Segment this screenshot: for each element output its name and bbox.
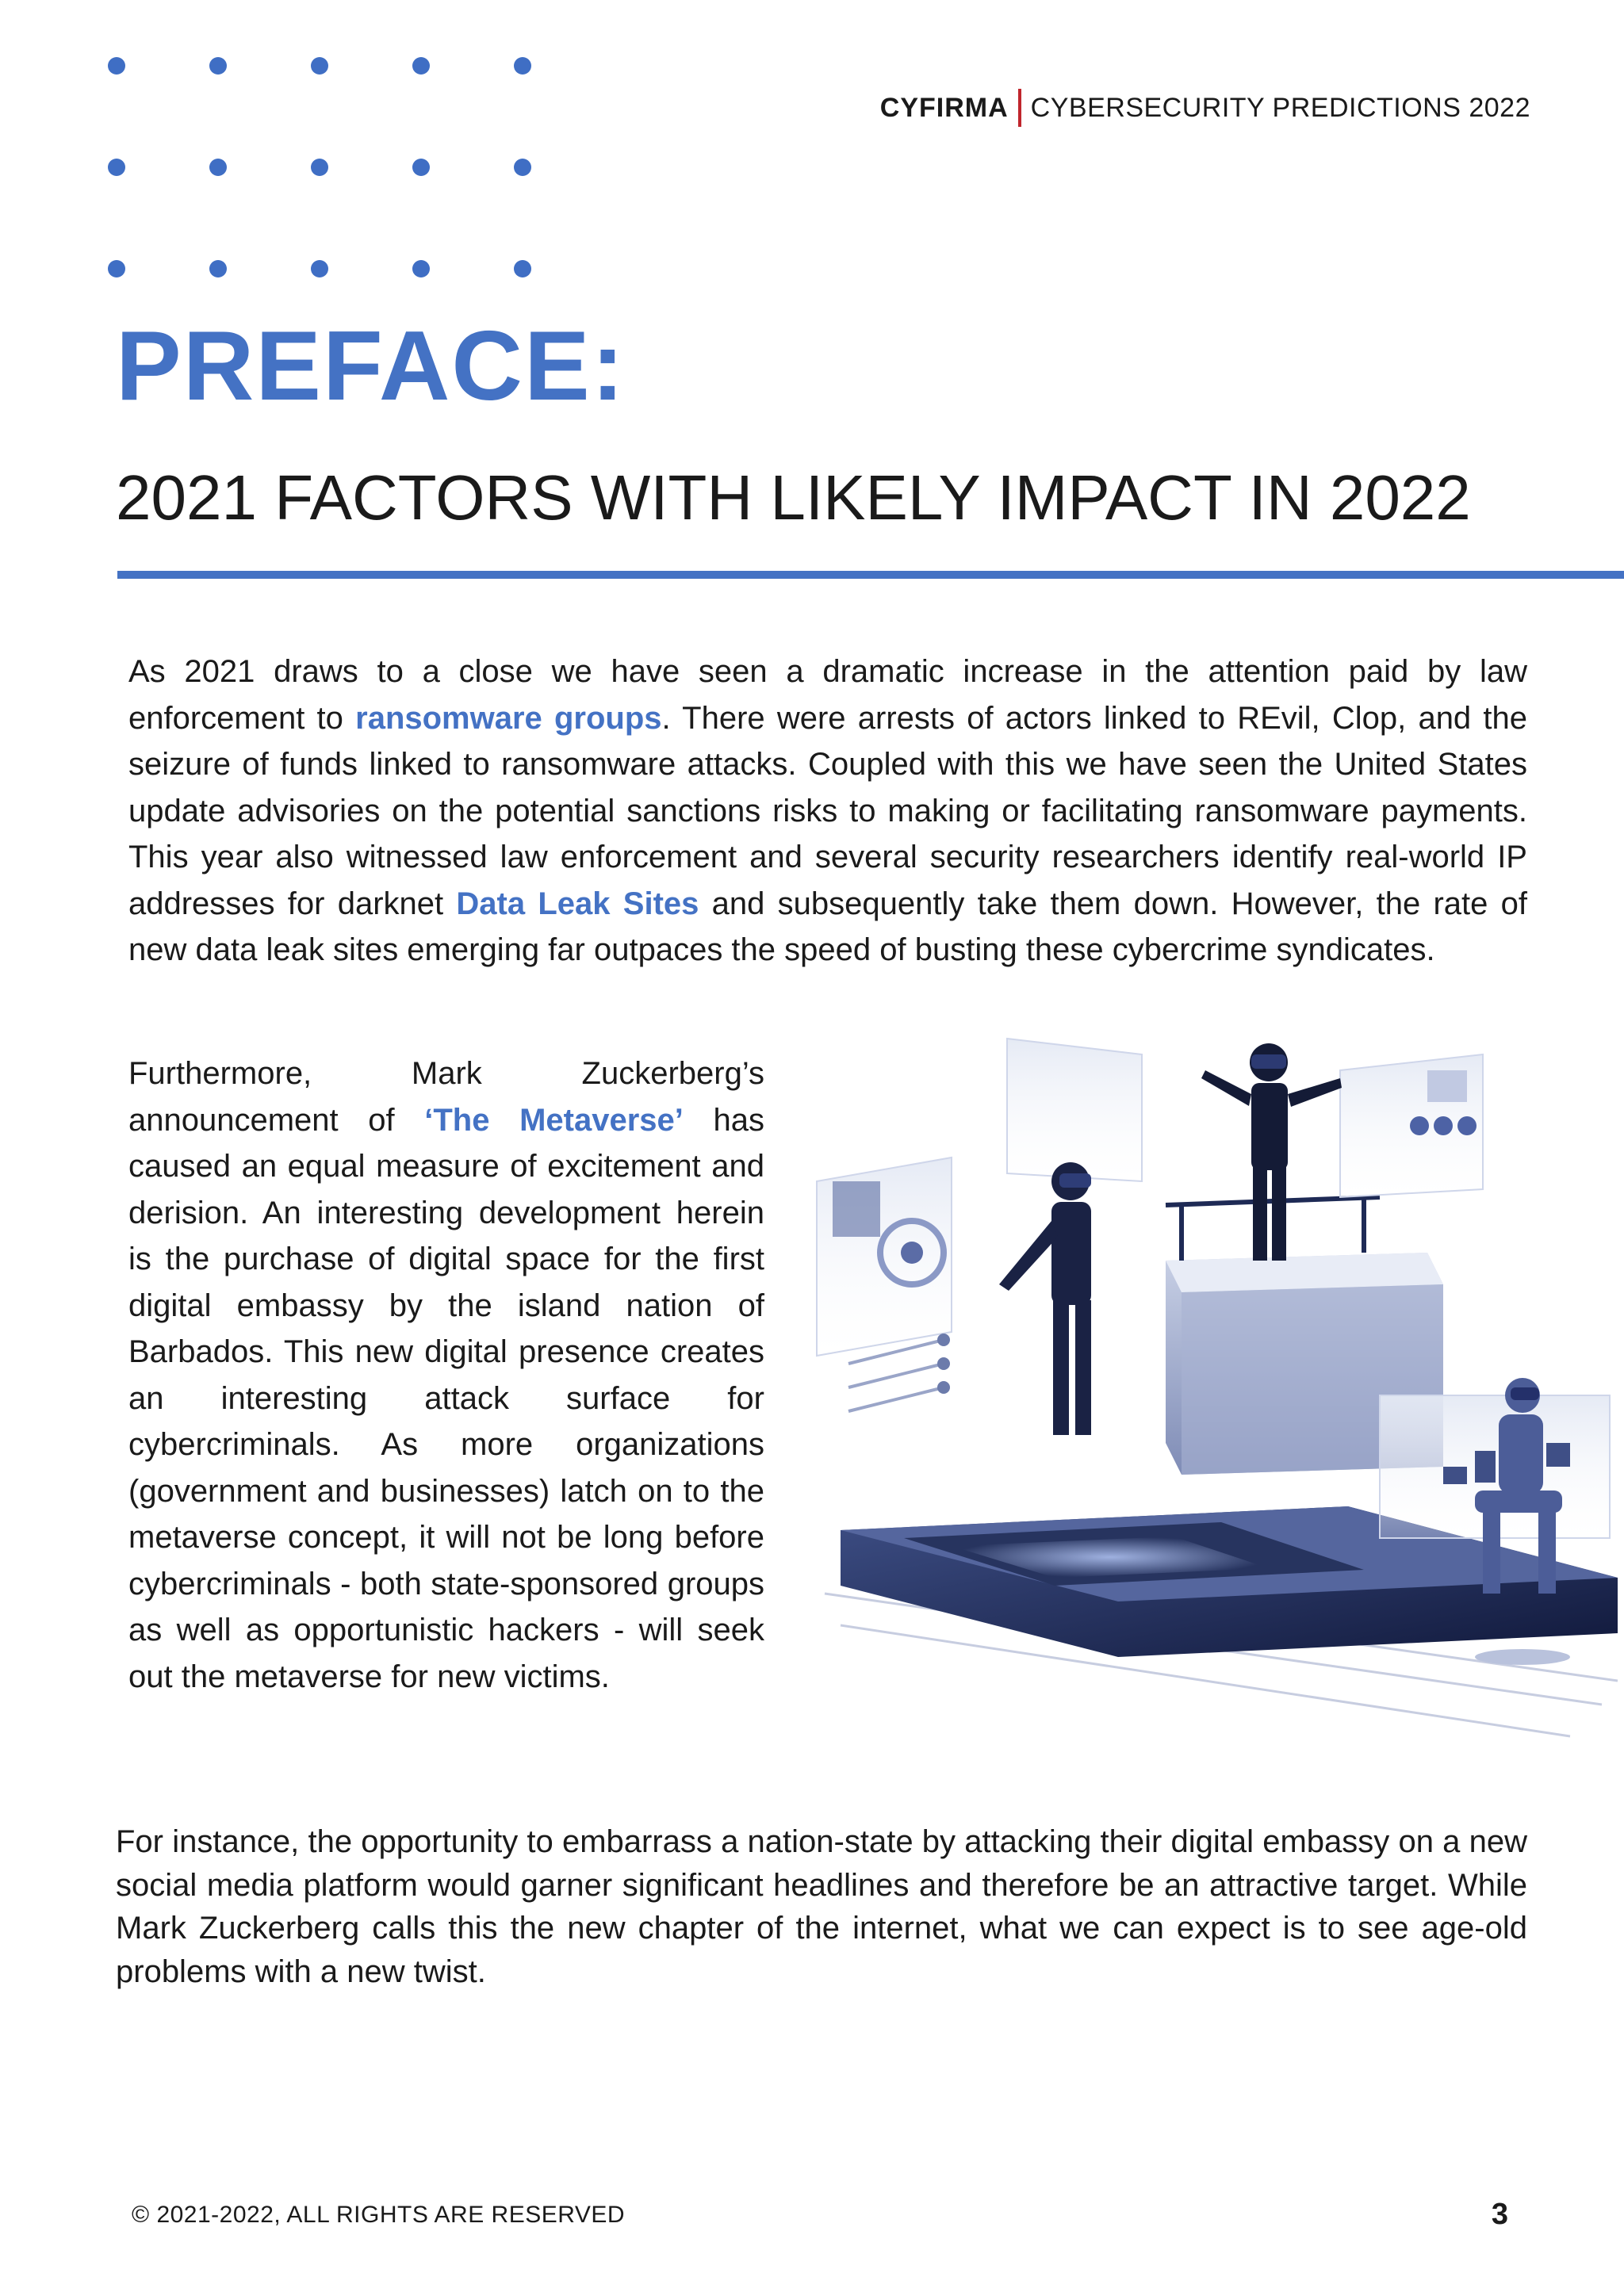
running-header xyxy=(880,89,1530,127)
text-run: has caused an equal measure of excitement and derision. An interesting development herein is the purchase of digital space for the first digital embassy by the island nation of Barbados. This new digital presence creates an interesting attack surface for cybercriminals. As more organizations (government and businesses) latch on to the metaverse concept, it will not be long before cybercriminals - both state-sponsored groups as well as opportunistic hackers - will seek out the metaverse for new victims. xyxy=(128,1102,764,1694)
title-divider xyxy=(117,571,1624,579)
text-run: As 2021 draws to a close we have seen a dramatic increase in the attention paid by law enforcement to xyxy=(128,654,1527,736)
ransomware-groups-link[interactable]: ransomware groups xyxy=(355,700,662,736)
page-number: 3 xyxy=(1491,2198,1508,2231)
data-leak-sites-link[interactable]: Data Leak Sites xyxy=(456,886,699,921)
paragraph-instance: For instance, the opportunity to embarrass a nation-state by attacking their digital embassy on a new social media platform would garner significant headlines and therefore be an attractive target. While Mark Zuckerberg calls this the new chapter of the internet, what we can expect is to see age-old problems with a new twist. xyxy=(116,1824,1527,1989)
paragraph-metaverse xyxy=(128,1050,764,1700)
text-run: and subsequently take them down. However, the rate of new data leak sites emerging far outpaces the speed of busting these cybercrime syndicates. xyxy=(128,886,1527,967)
footer-copyright: © 2021-2022, ALL RIGHTS ARE RESERVED xyxy=(132,2202,626,2228)
metaverse-illustration xyxy=(793,1023,1624,1752)
page-title: PREFACE: xyxy=(116,312,626,421)
document-title: CYBERSECURITY PREDICTIONS 2022 xyxy=(1030,92,1530,123)
section-subtitle: 2021 FACTORS WITH LIKELY IMPACT IN 2022 xyxy=(116,462,1471,533)
decorative-dot-grid xyxy=(108,57,552,287)
paragraph-ransomware xyxy=(128,649,1527,974)
text-run: Furthermore, Mark Zuckerberg’s announcement of xyxy=(128,1056,764,1138)
text-run: . There were arrests of actors linked to REvil, Clop, and the seizure of funds linked to ransomware attacks. Coupled with this we have seen the United States update advisories on the potential sanctions risks to making or facilitating ransomware payments. This year also witnessed law enforcement and several security researchers identify real-world IP addresses for darknet xyxy=(128,700,1527,921)
metaverse-link[interactable]: ‘The Metaverse’ xyxy=(424,1102,684,1138)
brand-name: CYFIRMA xyxy=(879,92,1009,123)
header-separator xyxy=(1018,89,1021,127)
